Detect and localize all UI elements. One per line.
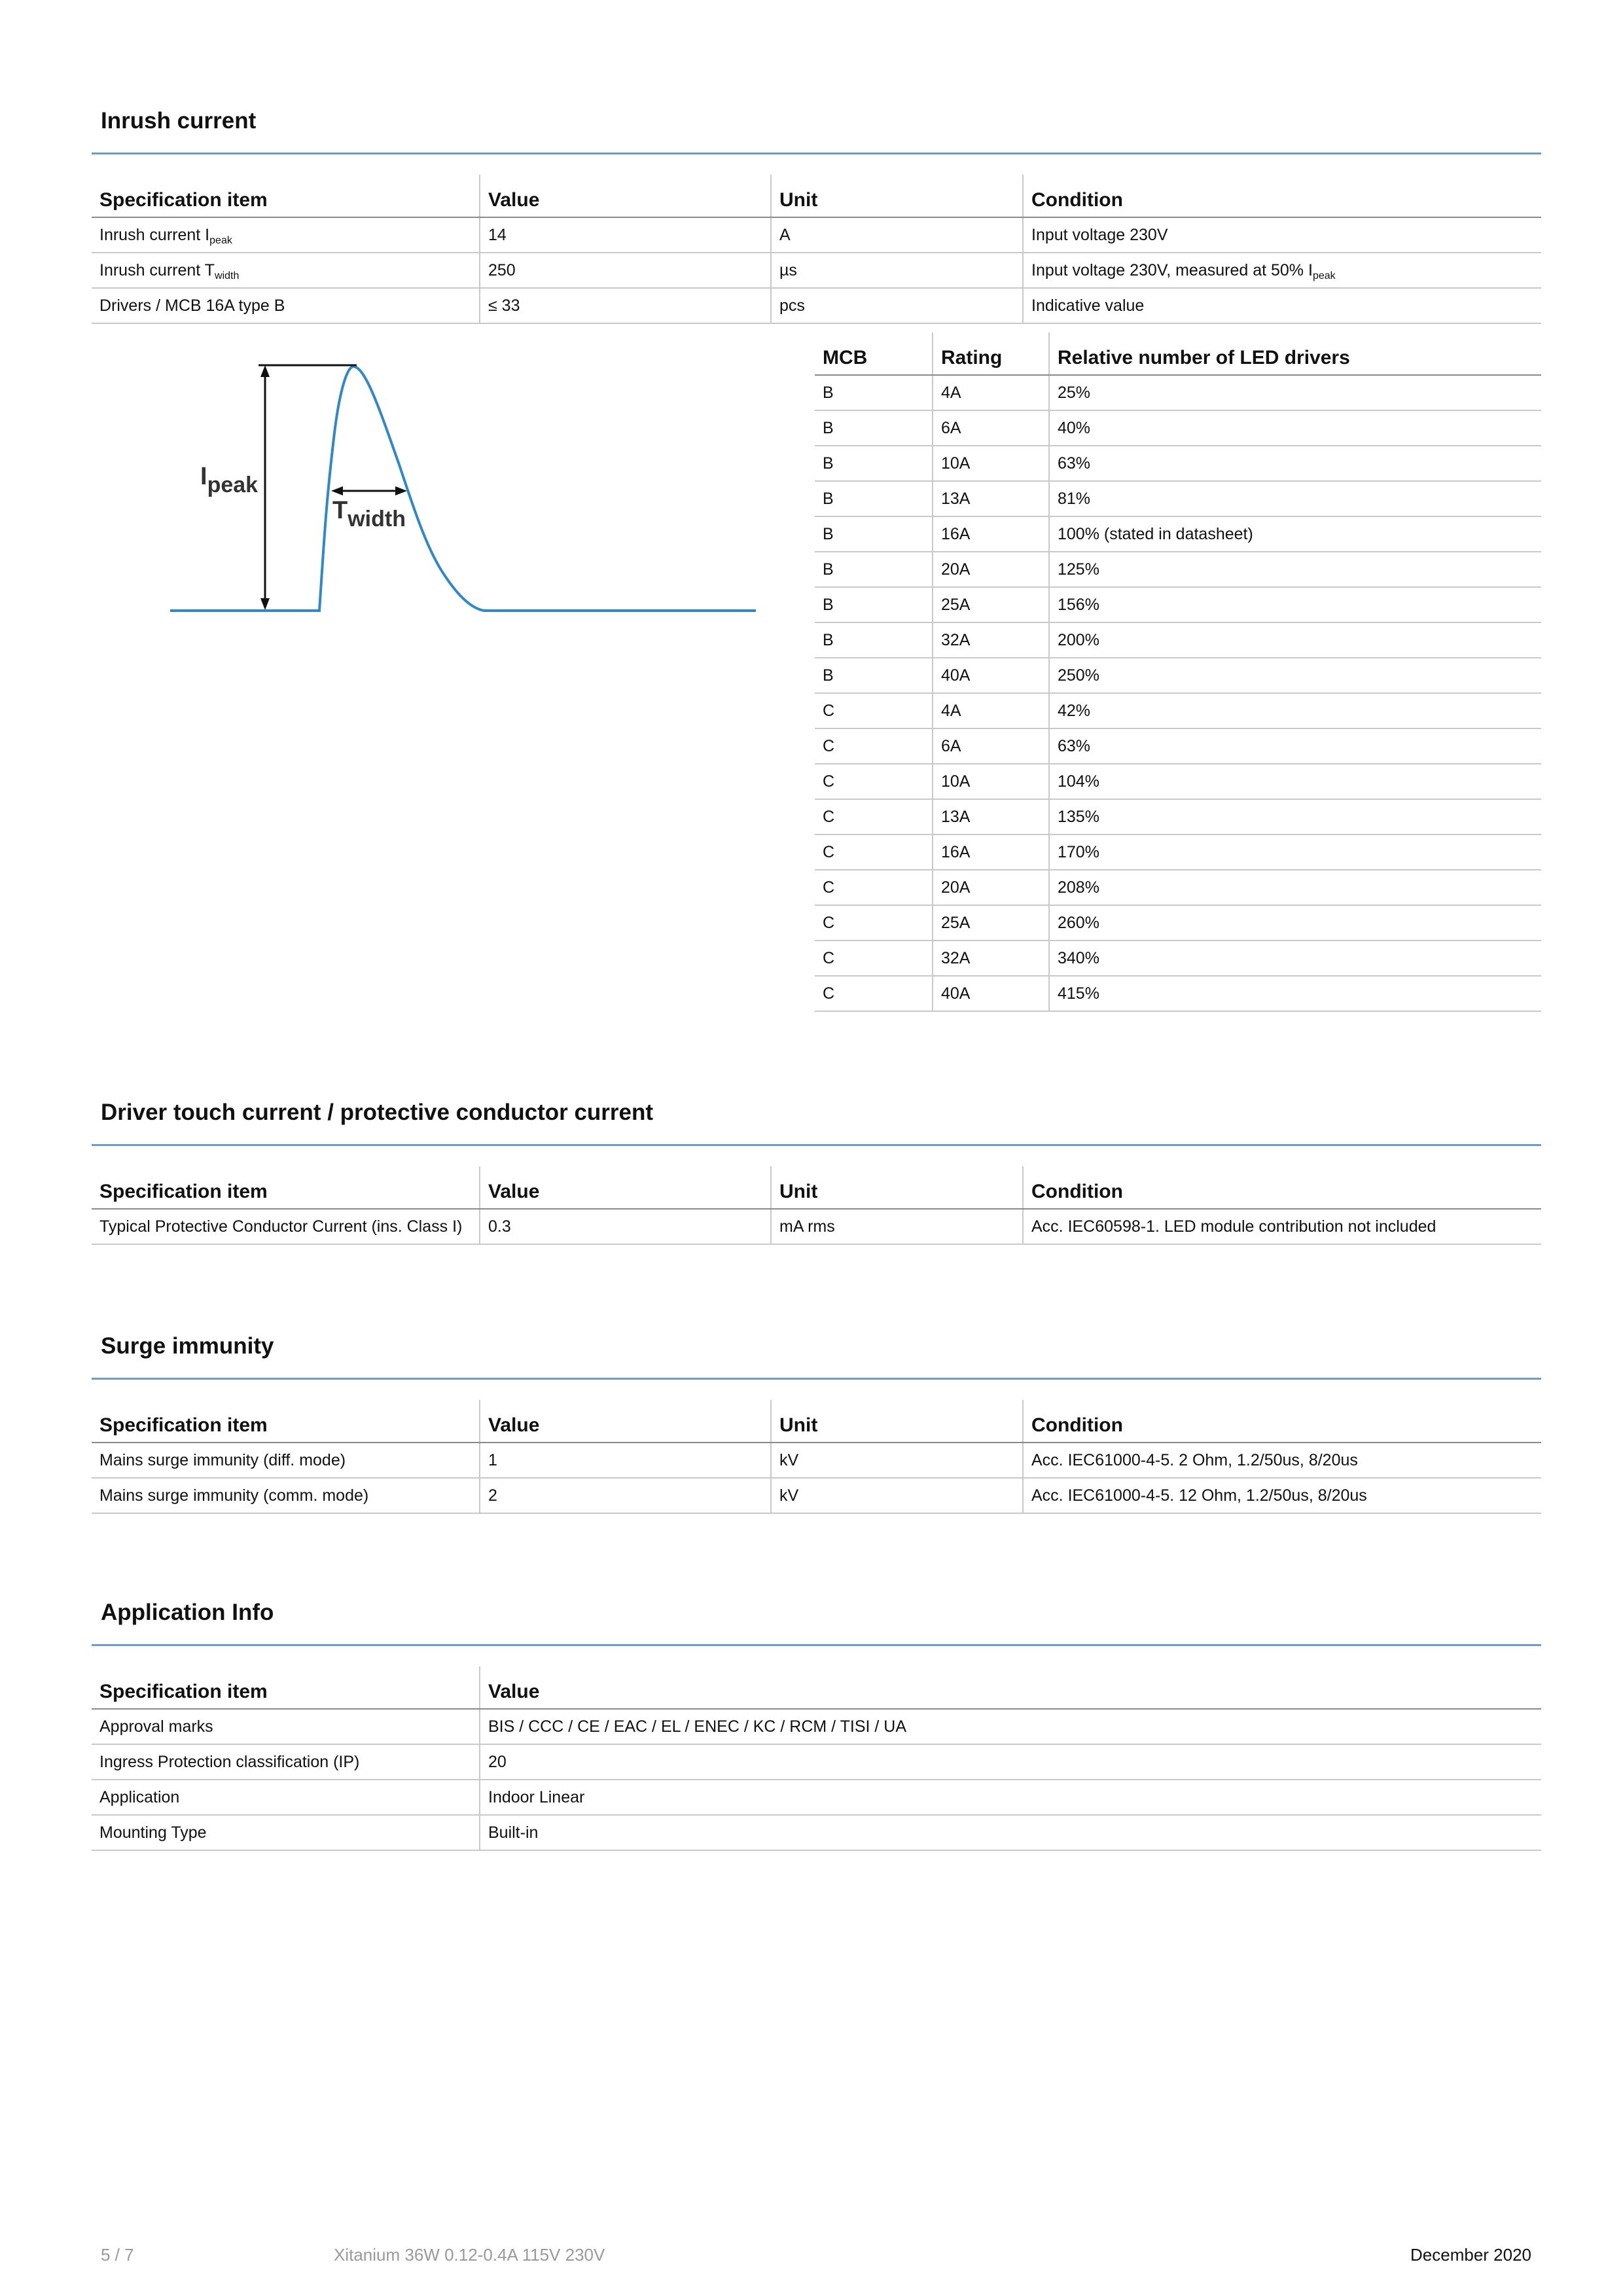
- table-cell: 135%: [1049, 799, 1541, 834]
- column-header: Unit: [771, 175, 1023, 217]
- table-cell: 20: [480, 1744, 1541, 1780]
- table-cell: 40%: [1049, 410, 1541, 446]
- table-cell: 104%: [1049, 764, 1541, 799]
- section-title: Inrush current: [101, 108, 257, 134]
- table-cell: 40A: [933, 976, 1049, 1011]
- table-cell: 10A: [933, 446, 1049, 481]
- waveform-curve: [170, 367, 756, 611]
- ipeak-label: Ipeak: [200, 463, 259, 497]
- table-cell: 20A: [933, 552, 1049, 587]
- table-row: [815, 622, 1541, 658]
- touch-current-table: [92, 1166, 1541, 1245]
- table-cell: C: [815, 799, 933, 834]
- table-cell: 40A: [933, 658, 1049, 693]
- table-cell: Ingress Protection classification (IP): [92, 1744, 480, 1780]
- application-info-table: [92, 1666, 1541, 1851]
- table-cell: 81%: [1049, 481, 1541, 516]
- table-cell: mA rms: [771, 1209, 1023, 1244]
- inrush-waveform-diagram: [157, 347, 766, 622]
- table-cell: 16A: [933, 834, 1049, 870]
- section-surge-immunity: [92, 1333, 1541, 1503]
- table-row: [92, 1744, 1541, 1780]
- table-row: [815, 516, 1541, 552]
- table-row: [92, 1443, 1541, 1478]
- table-cell: Mains surge immunity (comm. mode): [92, 1478, 480, 1513]
- twidth-arrowhead-right: [395, 486, 407, 495]
- table-row: [815, 446, 1541, 481]
- inrush-table: [92, 175, 1541, 324]
- table-cell: 250: [480, 253, 771, 288]
- column-header: Rating: [933, 332, 1049, 375]
- table-row: [92, 1209, 1541, 1244]
- table-cell: B: [815, 516, 933, 552]
- footer-product-name: Xitanium 36W 0.12-0.4A 115V 230V: [334, 2245, 605, 2265]
- table-cell: 63%: [1049, 446, 1541, 481]
- table-cell: µs: [771, 253, 1023, 288]
- table-cell: C: [815, 728, 933, 764]
- section-application-info: [92, 1600, 1541, 1848]
- table-cell: Approval marks: [92, 1709, 480, 1744]
- table-cell: kV: [771, 1443, 1023, 1478]
- table-cell: Indoor Linear: [480, 1780, 1541, 1815]
- table-cell: 200%: [1049, 622, 1541, 658]
- table-cell: B: [815, 375, 933, 410]
- table-cell: Indicative value: [1023, 288, 1541, 323]
- table-cell: 208%: [1049, 870, 1541, 905]
- section-divider: [92, 1644, 1541, 1646]
- table-cell: Inrush current $T_{width}$: [92, 253, 480, 288]
- column-header: Relative number of LED drivers: [1049, 332, 1541, 375]
- table-cell: Acc. IEC61000-4-5. 2 Ohm, 1.2/50us, 8/20us: [1023, 1443, 1541, 1478]
- table-row: [92, 217, 1541, 253]
- column-header: Value: [480, 1666, 1541, 1709]
- table-cell: 100% (stated in datasheet): [1049, 516, 1541, 552]
- table-row: [815, 552, 1541, 587]
- table-row: [92, 1780, 1541, 1815]
- table-row: [815, 799, 1541, 834]
- column-header: Condition: [1023, 175, 1541, 217]
- table-row: [92, 288, 1541, 323]
- table-row: [815, 976, 1541, 1011]
- table-cell: C: [815, 870, 933, 905]
- table-cell: kV: [771, 1478, 1023, 1513]
- table-cell: Typical Protective Conductor Current (ins. Class I): [92, 1209, 480, 1244]
- mcb-table: [815, 332, 1541, 1012]
- table-cell: 32A: [933, 941, 1049, 976]
- table-cell: Acc. IEC61000-4-5. 12 Ohm, 1.2/50us, 8/20us: [1023, 1478, 1541, 1513]
- table-cell: C: [815, 693, 933, 728]
- table-row: [815, 481, 1541, 516]
- twidth-arrowhead-left: [331, 486, 343, 495]
- table-cell: Acc. IEC60598-1. LED module contribution not included: [1023, 1209, 1541, 1244]
- table-cell: Built-in: [480, 1815, 1541, 1850]
- column-header: Condition: [1023, 1166, 1541, 1209]
- table-cell: 125%: [1049, 552, 1541, 587]
- surge-immunity-table: [92, 1400, 1541, 1514]
- column-header: MCB: [815, 332, 933, 375]
- table-cell: C: [815, 905, 933, 941]
- column-header: Value: [480, 1166, 771, 1209]
- table-cell: Input voltage 230V, measured at 50% $I_{peak}$: [1023, 253, 1541, 288]
- mcb-table-body: [815, 375, 1541, 1011]
- table-cell: C: [815, 941, 933, 976]
- section-touch-current: [92, 1100, 1541, 1236]
- section-title: Surge immunity: [101, 1333, 274, 1359]
- table-cell: 16A: [933, 516, 1049, 552]
- table-row: [815, 870, 1541, 905]
- table-cell: C: [815, 976, 933, 1011]
- table-cell: C: [815, 764, 933, 799]
- table-cell: 63%: [1049, 728, 1541, 764]
- table-cell: 415%: [1049, 976, 1541, 1011]
- column-header: Specification item: [92, 1400, 480, 1443]
- column-header: Value: [480, 1400, 771, 1443]
- table-row: [92, 1709, 1541, 1744]
- table-cell: B: [815, 481, 933, 516]
- table-cell: 6A: [933, 410, 1049, 446]
- table-row: [815, 693, 1541, 728]
- table-cell: BIS / CCC / CE / EAC / EL / ENEC / KC / RCM / TISI / UA: [480, 1709, 1541, 1744]
- table-cell: Mains surge immunity (diff. mode): [92, 1443, 480, 1478]
- table-cell: 340%: [1049, 941, 1541, 976]
- table-row: [92, 253, 1541, 288]
- table-cell: 25A: [933, 587, 1049, 622]
- table-cell: 250%: [1049, 658, 1541, 693]
- table-cell: A: [771, 217, 1023, 253]
- table-cell: Input voltage 230V: [1023, 217, 1541, 253]
- table-cell: 170%: [1049, 834, 1541, 870]
- footer-page-number: 5 / 7: [101, 2245, 134, 2265]
- column-header: Specification item: [92, 1166, 480, 1209]
- table-cell: B: [815, 587, 933, 622]
- column-header: Unit: [771, 1400, 1023, 1443]
- table-cell: 25%: [1049, 375, 1541, 410]
- table-header-row: [92, 1666, 1541, 1709]
- section-divider: [92, 1144, 1541, 1146]
- section-inrush: [92, 108, 1541, 315]
- table-cell: Application: [92, 1780, 480, 1815]
- table-cell: 156%: [1049, 587, 1541, 622]
- table-cell: B: [815, 410, 933, 446]
- table-cell: 260%: [1049, 905, 1541, 941]
- table-row: [92, 1478, 1541, 1513]
- table-row: [815, 728, 1541, 764]
- table-cell: 20A: [933, 870, 1049, 905]
- table-cell: B: [815, 622, 933, 658]
- table-cell: Inrush current $I_{peak}$: [92, 217, 480, 253]
- table-cell: 25A: [933, 905, 1049, 941]
- table-header-row: [92, 1166, 1541, 1209]
- table-cell: 10A: [933, 764, 1049, 799]
- footer-date: December 2020: [1410, 2245, 1531, 2265]
- table-header-row: [92, 175, 1541, 217]
- table-cell: C: [815, 834, 933, 870]
- table-cell: B: [815, 658, 933, 693]
- table-cell: 2: [480, 1478, 771, 1513]
- column-header: Unit: [771, 1166, 1023, 1209]
- table-cell: 14: [480, 217, 771, 253]
- table-cell: 0.3: [480, 1209, 771, 1244]
- ipeak-arrowhead-bottom: [260, 598, 270, 610]
- table-cell: B: [815, 552, 933, 587]
- ipeak-arrowhead-top: [260, 365, 270, 377]
- table-cell: 6A: [933, 728, 1049, 764]
- table-row: [815, 410, 1541, 446]
- table-row: [815, 834, 1541, 870]
- section-title: Application Info: [101, 1600, 274, 1625]
- table-cell: B: [815, 446, 933, 481]
- table-row: [815, 375, 1541, 410]
- table-cell: 4A: [933, 693, 1049, 728]
- table-row: [815, 941, 1541, 976]
- table-cell: 1: [480, 1443, 771, 1478]
- section-title: Driver touch current / protective conductor current: [101, 1100, 654, 1125]
- table-row: [815, 658, 1541, 693]
- table-cell: 4A: [933, 375, 1049, 410]
- table-header-row: [815, 332, 1541, 375]
- column-header: Specification item: [92, 1666, 480, 1709]
- twidth-label: Twidth: [332, 497, 406, 531]
- table-header-row: [92, 1400, 1541, 1443]
- table-cell: 32A: [933, 622, 1049, 658]
- table-cell: 42%: [1049, 693, 1541, 728]
- table-cell: ≤ 33: [480, 288, 771, 323]
- table-cell: Drivers / MCB 16A type B: [92, 288, 480, 323]
- table-cell: Mounting Type: [92, 1815, 480, 1850]
- section-divider: [92, 152, 1541, 154]
- table-row: [815, 905, 1541, 941]
- section-divider: [92, 1378, 1541, 1380]
- table-row: [815, 764, 1541, 799]
- table-cell: 13A: [933, 481, 1049, 516]
- table-cell: 13A: [933, 799, 1049, 834]
- table-row: [815, 587, 1541, 622]
- column-header: Specification item: [92, 175, 480, 217]
- table-cell: pcs: [771, 288, 1023, 323]
- column-header: Condition: [1023, 1400, 1541, 1443]
- table-row: [92, 1815, 1541, 1850]
- column-header: Value: [480, 175, 771, 217]
